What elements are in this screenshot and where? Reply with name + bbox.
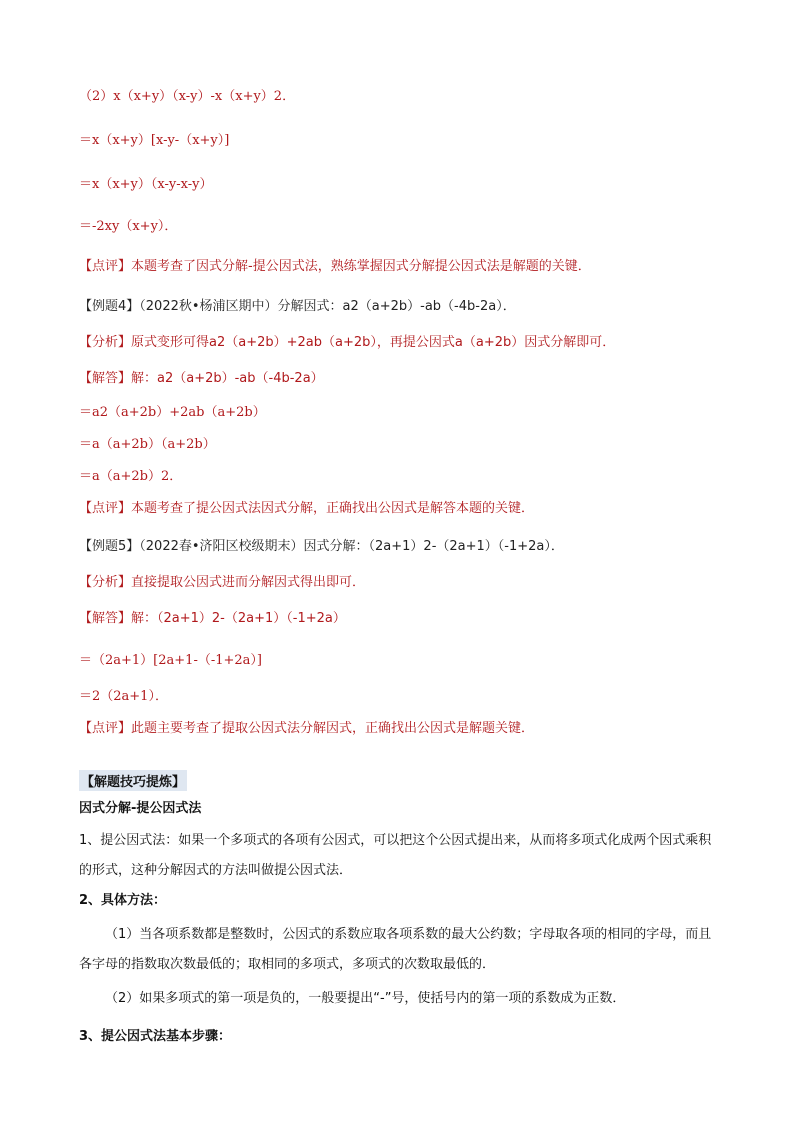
paragraph-5: 3、提公因式法基本步骤： [79, 1029, 232, 1044]
text-line: （2）x（x+y）（x-y）-x（x+y）2． [79, 89, 296, 104]
text-line: ＝x（x+y）[x-y-（x+y）] [79, 133, 230, 148]
text-line: ＝x（x+y）（x-y-x-y） [79, 177, 213, 192]
text-line: 【解答】解：（2a+1）2-（2a+1）（-1+2a） [79, 611, 346, 626]
paragraph-1: 1、提公因式法：如果一个多项式的各项有公因式，可以把这个公因式提出来，从而将多项式化成两个因式乘积的形式，这种分解因式的方法叫做提公因式法． [79, 833, 712, 878]
text-line: ＝a（a+2b）（a+2b） [79, 437, 216, 452]
text-line: 【点评】本题考查了因式分解-提公因式法，熟练掌握因式分解提公因式法是解题的关键． [79, 259, 591, 274]
text-line: ＝a2（a+2b）+2ab（a+2b） [79, 405, 266, 420]
text-line: 【解答】解：a2（a+2b）-ab（-4b-2a） [79, 371, 324, 386]
text-line: ＝（2a+1）[2a+1-（-1+2a）] [79, 653, 262, 668]
text-line: 【点评】本题考查了提公因式法因式分解，正确找出公因式是解答本题的关键． [79, 501, 535, 516]
paragraph-4: （2）如果多项式的第一项是负的，一般要提出“-”号，使括号内的第一项的系数成为正数． [105, 991, 626, 1006]
text-line: 【例题4】（2022秋•杨浦区期中）分解因式：a2（a+2b）-ab（-4b-2a）． [79, 299, 516, 314]
paragraph-2: 2、具体方法： [79, 893, 167, 908]
text-line: ＝2（2a+1）． [79, 689, 168, 704]
text-line: ＝-2xy（x+y）． [79, 219, 178, 234]
text-line: 【分析】直接提取公因式进而分解因式得出即可． [79, 575, 366, 590]
skill-title: 因式分解-提公因式法 [79, 801, 202, 816]
paragraph-3: （1）当各项系数都是整数时，公因式的系数应取各项系数的最大公约数；字母取各项的相同的字母，而且各字母的指数取次数最低的；取相同的多项式，多项式的次数取最低的． [79, 927, 712, 972]
text-line: 【例题5】（2022春•济阳区校级期末）因式分解：（2a+1）2-（2a+1）（-1+2a）． [79, 539, 564, 554]
text-line: ＝a（a+2b）2． [79, 469, 183, 484]
text-line: 【点评】此题主要考查了提取公因式法分解因式，正确找出公因式是解题关键． [79, 721, 535, 736]
text-line: 【分析】原式变形可得a2（a+2b）+2ab（a+2b），再提公因式a（a+2b）因式分解即可． [79, 335, 616, 350]
skill-section-header: 【解题技巧提炼】 [79, 770, 187, 791]
